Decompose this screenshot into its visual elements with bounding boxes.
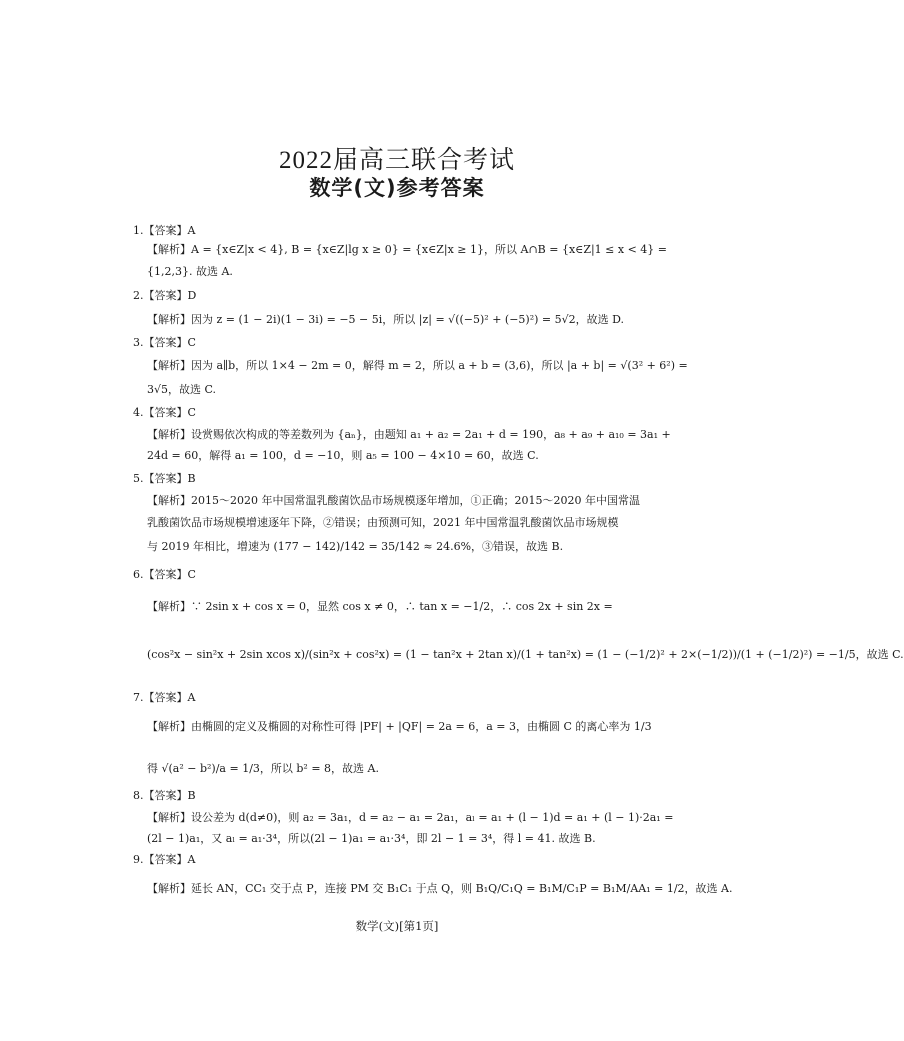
page-title: 2022届高三联合考试	[278, 147, 515, 174]
question-4-analysis-line-2: 24d = 60，解得 a₁ = 100，d = −10，则 a₅ = 100 − 4×10 = 60，故选 C.	[147, 449, 539, 462]
question-8-analysis-line-2: (2l − 1)a₁，又 aₗ = a₁·3⁴，所以(2l − 1)a₁ = a₁·3⁴，即 2l − 1 = 3⁴，得 l = 41. 故选 B.	[147, 832, 596, 845]
question-6-answer: 6.【答案】C	[133, 568, 196, 581]
question-5-analysis-line-2: 乳酸菌饮品市场规模增速逐年下降，②错误；由预测可知，2021 年中国常温乳酸菌饮品市场规模	[147, 516, 619, 529]
page-footer: 数学(文)[第1页]	[355, 919, 439, 933]
question-1-analysis-line-2: {1,2,3}. 故选 A.	[147, 265, 233, 278]
question-7-analysis-line-2: 得 √(a² − b²)/a = 1/3，所以 b² = 8，故选 A.	[147, 762, 379, 775]
question-6-analysis-line-2: (cos²x − sin²x + 2sin xcos x)/(sin²x + cos²x) = (1 − tan²x + 2tan x)/(1 + tan²x) = (1 − (−1/2)² + 2×(−1/2))/(1 + (−1/2)²) = −1/5，故选 C.	[147, 648, 904, 661]
question-9-analysis: 【解析】延长 AN，CC₁ 交于点 P，连接 PM 交 B₁C₁ 于点 Q，则 B₁Q/C₁Q = B₁M/C₁P = B₁M/AA₁ = 1/2，故选 A.	[147, 882, 733, 895]
question-3-analysis-line-2: 3√5，故选 C.	[147, 383, 217, 396]
question-3-analysis-line-1: 【解析】因为 a∥b，所以 1×4 − 2m = 0，解得 m = 2，所以 a + b = (3,6)，所以 |a + b| = √(3² + 6²) =	[147, 359, 688, 372]
question-2-analysis: 【解析】因为 z = (1 − 2i)(1 − 3i) = −5 − 5i，所以 |z| = √((−5)² + (−5)²) = 5√2，故选 D.	[147, 313, 625, 326]
question-9-answer: 9.【答案】A	[133, 853, 196, 866]
question-5-analysis-line-3: 与 2019 年相比，增速为 (177 − 142)/142 = 35/142 ≈ 24.6%，③错误，故选 B.	[147, 540, 564, 553]
question-8-analysis-line-1: 【解析】设公差为 d(d≠0)，则 a₂ = 3a₁，d = a₂ − a₁ = 2a₁，aₗ = a₁ + (l − 1)d = a₁ + (l − 1)·2a₁ =	[147, 811, 674, 824]
question-4-answer: 4.【答案】C	[133, 406, 196, 419]
question-1-analysis-line-1: 【解析】A = {x∈Z|x < 4}, B = {x∈Z|lg x ≥ 0} = {x∈Z|x ≥ 1}，所以 A∩B = {x∈Z|1 ≤ x < 4} =	[147, 243, 667, 256]
question-8-answer: 8.【答案】B	[133, 789, 196, 802]
question-1-answer: 1.【答案】A	[133, 224, 196, 237]
page-subtitle: 数学(文)参考答案	[309, 176, 485, 200]
question-4-analysis-line-1: 【解析】设赏赐依次构成的等差数列为 {aₙ}，由题知 a₁ + a₂ = 2a₁ + d = 190，a₈ + a₉ + a₁₀ = 3a₁ +	[147, 428, 671, 441]
question-5-answer: 5.【答案】B	[133, 472, 196, 485]
question-7-analysis-line-1: 【解析】由椭圆的定义及椭圆的对称性可得 |PF| + |QF| = 2a = 6，a = 3，由椭圆 C 的离心率为 1/3	[147, 720, 652, 733]
question-2-answer: 2.【答案】D	[133, 289, 197, 302]
question-3-answer: 3.【答案】C	[133, 336, 196, 349]
question-5-analysis-line-1: 【解析】2015～2020 年中国常温乳酸菌饮品市场规模逐年增加，①正确；2015～2020 年中国常温	[147, 494, 640, 507]
question-7-answer: 7.【答案】A	[133, 691, 196, 704]
question-6-analysis-line-1: 【解析】∵ 2sin x + cos x = 0，显然 cos x ≠ 0，∴ tan x = −1/2，∴ cos 2x + sin 2x =	[147, 600, 613, 613]
